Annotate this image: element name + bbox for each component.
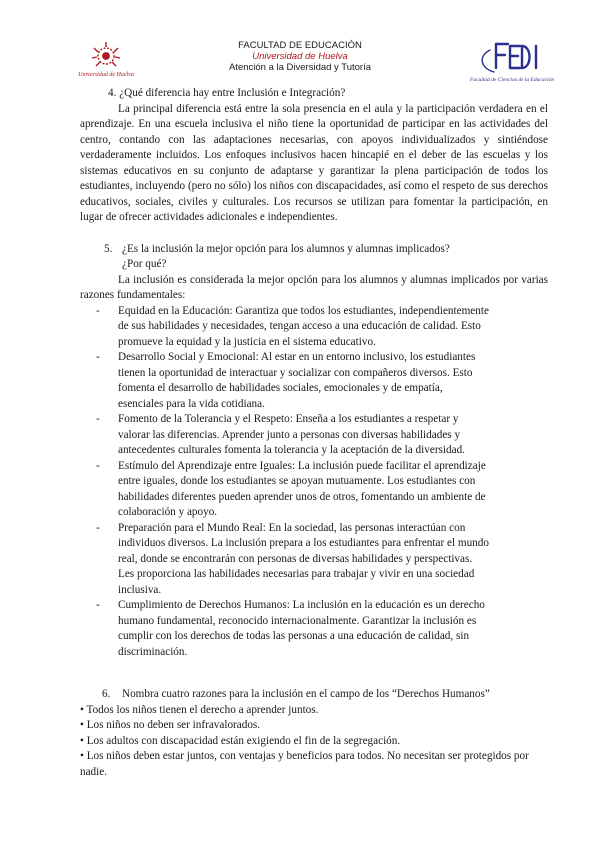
question-6-number: 6. [102, 688, 111, 700]
list-item: - Fomento de la Tolerancia y el Respeto: Enseña a los estudiantes a respetar y valorar las diferencias. Aprender junto a personas con diversas habilidades y antecedentes culturales fomenta la tolerancia y la aceptación de la diversidad. [96, 413, 465, 456]
list-item: - Cumplimiento de Derechos Humanos: La inclusión en la educación es un derecho humano fundamental, reconocido internacionalmente. Garantizar la inclusión es cumplir con los derechos de todas las personas a una educación de calidad, sin discriminación. [96, 599, 485, 658]
reason-desarrollo-social: Desarrollo Social y Emocional: Al estar en un entorno inclusivo, los estudiantes tienen la oportunidad de interactuar y socializar con compañeros diversos. Esto fomenta el desarrollo de habilidades sociales, emocionales y de empatía, esenciales para la vida cotidiana. [118, 351, 476, 410]
reason-equidad: Equidad en la Educación: Garantiza que todos los estudiantes, independientemente de sus habilidades y necesidades, tengan acceso a una educación de calidad. Esto promueve la equidad y la justicia en el sistema educativo. [118, 304, 489, 348]
question-5-number: 5. [104, 242, 113, 255]
faculty-title: FACULTAD DE EDUCACIÓN [238, 40, 362, 51]
reason-aprendizaje-iguales: Estímulo del Aprendizaje entre Iguales: La inclusión puede facilitar el aprendizaje entre iguales, donde los estudiantes se apoyan mutuamente. Los estudiantes con habilidades diferentes pueden aprender unos de otros, fomentando un ambiente de colaboración y apoyo. [118, 459, 486, 518]
reason-mundo-real: Preparación para el Mundo Real: En la sociedad, las personas interactúan con individuos diversos. La inclusión prepara a los estudiantes para enfrentar el mundo real, donde se encontrarán con personas de diversas habilidades y perspectivas. Les proporciona las habilidades necesarias para trabajar y vivir en una sociedad inclusiva. [118, 521, 489, 596]
right-logo-text: Facultad de Ciencias de la Educación [469, 77, 555, 83]
list-item: • Los adultos con discapacidad están exigiendo el fin de la segregación. [80, 734, 401, 747]
list-item: • Los niños no deben ser infravalorados. [80, 719, 261, 731]
list-item: - Estímulo del Aprendizaje entre Iguales: La inclusión puede facilitar el aprendizaje entre iguales, donde los estudiantes se apoyan mutuamente. Los estudiantes con habilidades diferentes pueden aprender unos de otros, fomentando un ambiente de colaboración y apoyo. [96, 459, 486, 518]
reason-derechos-humanos: Cumplimiento de Derechos Humanos: La inclusión en la educación es un derecho humano fundamental, reconocido internacionalmente. Garantizar la inclusión es cumplir con los derechos de todas las personas a una educación de calidad, sin discriminación. [118, 599, 485, 658]
question-5-intro: La inclusión es considerada la mejor opción para los alumnos y alumnas implicados por varias razones fundamentales: [80, 273, 548, 301]
list-item: • Los niños deben estar juntos, con ventajas y beneficios para todos. No necesitan ser protegidos por nadie. [80, 750, 529, 778]
question-6-heading [80, 687, 548, 703]
question-5-reasons-list [80, 304, 548, 661]
document-body [80, 86, 548, 780]
list-item: - Equidad en la Educación: Garantiza que todos los estudiantes, independientemente de sus habilidades y necesidades, tengan acceso a una educación de calidad. Esto promueve la equidad y la justicia en el sistema educativo. [96, 304, 489, 348]
university-logo-icon [78, 38, 134, 90]
list-item: - Preparación para el Mundo Real: En la sociedad, las personas interactúan con individuos diversos. La inclusión prepara a los estudiantes para enfrentar el mundo real, donde se encontrarán con personas de diversas habilidades y perspectivas. Les proporciona las habilidades necesarias para trabajar y vivir en una sociedad inclusiva. [96, 521, 489, 596]
page-header [200, 40, 400, 73]
question-5-title-line2: ¿Por qué? [122, 258, 167, 270]
university-name: Universidad de Huelva [252, 51, 348, 62]
list-item: - Desarrollo Social y Emocional: Al estar en un entorno inclusivo, los estudiantes tienen la oportunidad de interactuar y socializar con compañeros diversos. Esto fomenta el desarrollo de habilidades sociales, emocionales y de empatía, esenciales para la vida cotidiana. [96, 351, 476, 410]
question-5-heading [80, 242, 548, 273]
question-6-bullet-list [80, 703, 548, 781]
left-logo-text: Universidad de Huelva [78, 72, 134, 78]
question-4-number: 4. [108, 87, 117, 99]
question-5-title-line1: ¿Es la inclusión la mejor opción para los alumnos y alumnas implicados? [122, 242, 450, 255]
reason-tolerancia: Fomento de la Tolerancia y el Respeto: Enseña a los estudiantes a respetar y valorar las diferencias. Aprender junto a personas con diversas habilidades y antecedentes culturales fomenta la tolerancia y la aceptación de la diversidad. [118, 413, 465, 456]
question-6-title: Nombra cuatro razones para la inclusión en el campo de los “Derechos Humanos” [122, 688, 490, 700]
course-name: Atención a la Diversidad y Tutoría [228, 62, 372, 73]
list-item: • Todos los niños tienen el derecho a aprender juntos. [80, 703, 319, 716]
question-4-title: ¿Qué diferencia hay entre Inclusión e Integración? [119, 87, 346, 99]
question-4-heading [80, 86, 548, 102]
question-4-answer: La principal diferencia está entre la sola presencia en el aula y la participación verdadera en el aprendizaje. En una escuela inclusiva el niño tiene la oportunidad de participar en las actividades del centro, contando con las adaptaciones necesarias, con apoyos individualizados y sintiéndose verdaderamente incluidos. Los enfoques inclusivos hacen hincapié en el deber de las escuelas y los sistemas educativos en su conjunto de adaptarse y garantizar la plena participación de todos los estudiantes, incluyendo (pero no sólo) los niños con discapacidades, así como el respeto de sus derechos educativos, sociales, civiles y culturales. Los recursos se utilizan para fomentar la participación, en lugar de ofrecer actividades adicionales e independientes. [80, 102, 548, 223]
